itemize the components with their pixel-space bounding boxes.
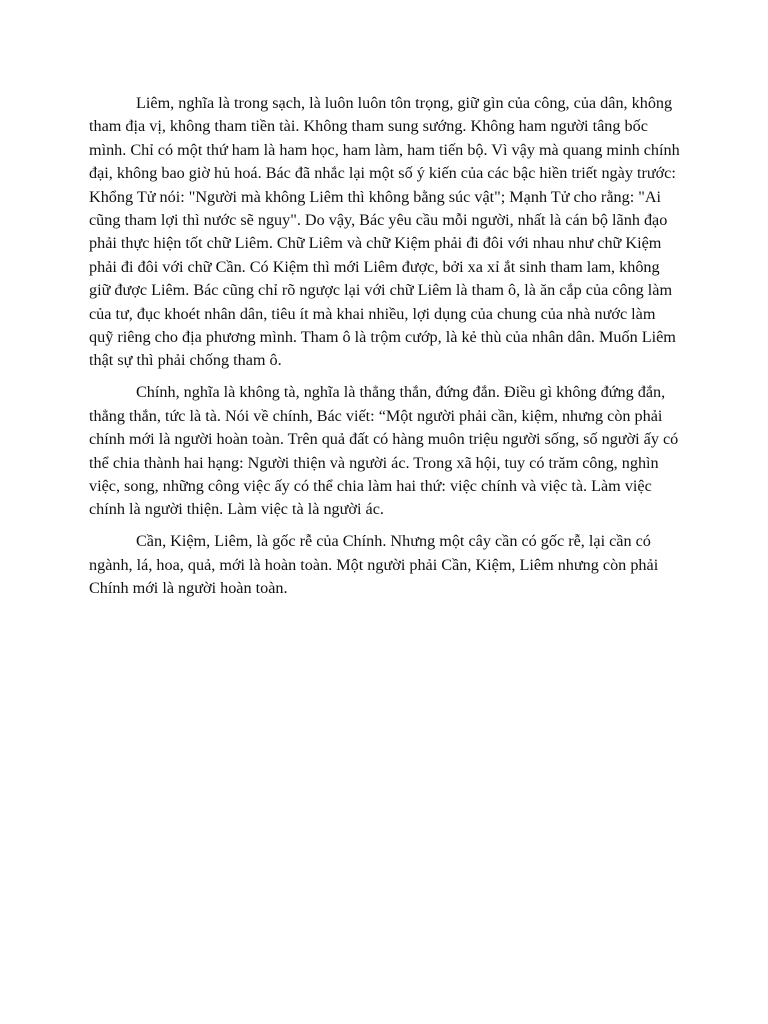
- paragraph-chinh: Chính, nghĩa là không tà, nghĩa là thẳng thắn, đứng đắn. Điều gì không đứng đắn, thẳng thắn, tức là tà. Nói về chính, Bác viết: “Một người phải cần, kiệm, nhưng còn phải chính mới là người hoàn toàn. Trên quả đất có hàng muôn triệu người sống, số người ấy có thể chia thành hai hạng: Người thiện và người ác. Trong xã hội, tuy có trăm công, nghìn việc, song, những công việc ấy có thể chia làm hai thứ: việc chính và việc tà. Làm việc chính là người thiện. Làm việc tà là người ác.: [89, 383, 679, 519]
- paragraph-liem: Liêm, nghĩa là trong sạch, là luôn luôn tôn trọng, giữ gìn của công, của dân, không tham địa vị, không tham tiền tài. Không tham sung sướng. Không ham người tâng bốc mình. Chỉ có một thứ ham là ham học, ham làm, ham tiến bộ. Vì vậy mà quang minh chính đại, không bao giờ hủ hoá. Bác đã nhắc lại một số ý kiến của các bậc hiền triết ngày trước: Khổng Tử nói: "Người mà không Liêm thì không bằng súc vật"; Mạnh Tử cho rằng: "Ai cũng tham lợi thì nước sẽ nguy". Do vậy, Bác yêu cầu mỗi người, nhất là cán bộ lãnh đạo phải thực hiện tốt chữ Liêm. Chữ Liêm và chữ Kiệm phải đi đôi với nhau như chữ Kiệm phải đi đôi với chữ Cần. Có Kiệm thì mới Liêm được, bởi xa xỉ ắt sinh tham lam, không giữ được Liêm. Bác cũng chỉ rõ ngược lại với chữ Liêm là tham ô, là ăn cắp của công làm của tư, đục khoét nhân dân, tiêu ít mà khai nhiều, lợi dụng của chung của nhà nước làm quỹ riêng cho địa phương mình. Tham ô là trộm cướp, là kẻ thù của nhân dân. Muốn Liêm thật sự thì phải chống tham ô.: [89, 94, 680, 370]
- document-body: [89, 92, 683, 609]
- paragraph-can-kiem-liem: Cần, Kiệm, Liêm, là gốc rễ của Chính. Nhưng một cây cần có gốc rễ, lại cần có ngành, lá, hoa, quả, mới là hoàn toàn. Một người phải Cần, Kiệm, Liêm nhưng còn phải Chính mới là người hoàn toàn.: [89, 532, 659, 598]
